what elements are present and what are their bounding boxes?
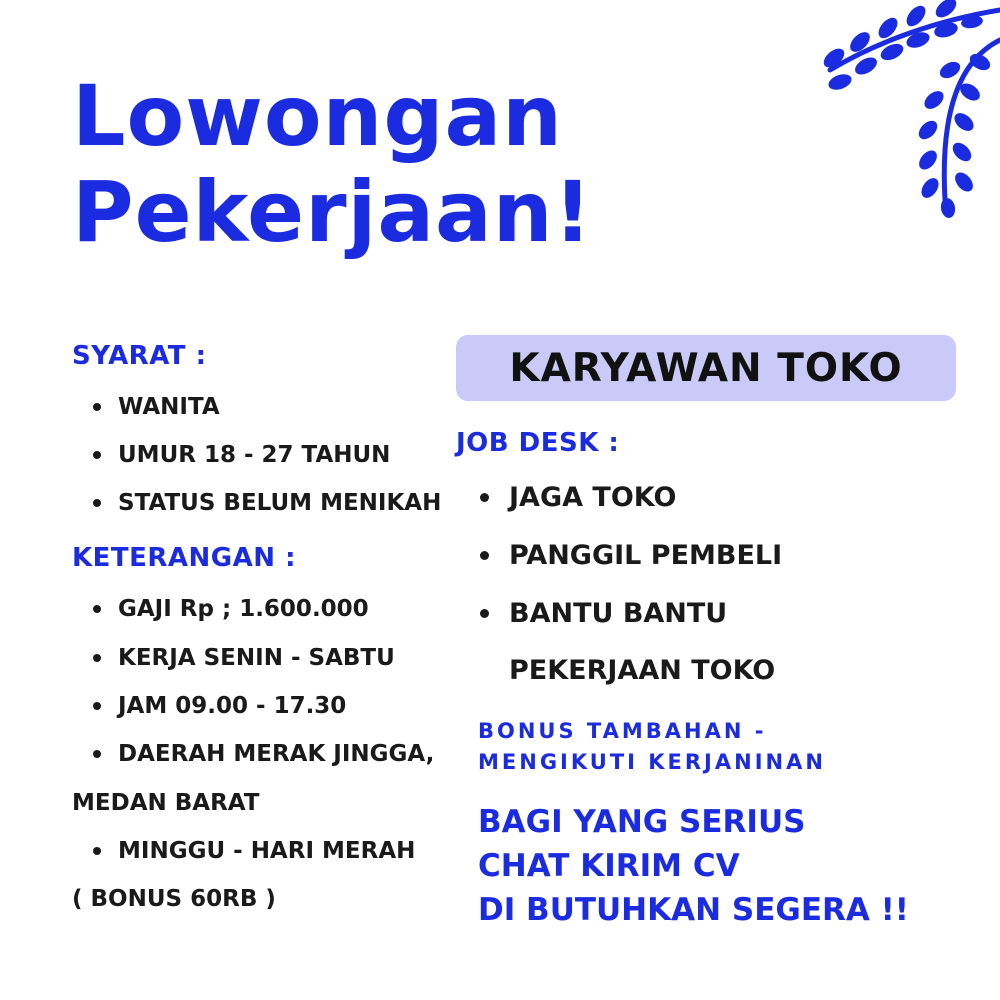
- jobdesk-item: PANGGIL PEMBELI: [509, 540, 783, 571]
- keterangan-item: MINGGU - HARI MERAH: [118, 838, 416, 864]
- position-badge: [456, 335, 956, 401]
- cta-line-1: BAGI YANG SERIUS: [478, 804, 806, 840]
- bonus-text: [478, 716, 898, 778]
- list-item: [93, 442, 390, 468]
- bullet-icon: [480, 551, 489, 560]
- title-line-1: Lowongan: [72, 67, 563, 165]
- keterangan-item: DAERAH MERAK JINGGA,: [118, 741, 435, 767]
- bullet-icon: [93, 702, 101, 710]
- call-to-action: [478, 800, 909, 932]
- list-item: [480, 482, 676, 513]
- list-item: [93, 693, 346, 719]
- jobdesk-item: JAGA TOKO: [509, 482, 677, 513]
- position-label: KARYAWAN TOKO: [509, 345, 903, 391]
- list-item: [480, 598, 727, 629]
- cta-line-2: CHAT KIRIM CV: [478, 848, 740, 884]
- jobdesk-heading: JOB DESK :: [456, 428, 620, 458]
- list-item: [480, 540, 782, 571]
- bullet-icon: [93, 654, 101, 662]
- keterangan-item: GAJI Rp ; 1.600.000: [118, 596, 369, 622]
- list-item: [93, 838, 415, 864]
- bullet-icon: [93, 451, 101, 459]
- bullet-icon: [93, 403, 101, 411]
- bonus-line-2: MENGIKUTI KERJANINAN: [478, 750, 826, 774]
- list-item: [93, 741, 434, 767]
- keterangan-item-continuation: MEDAN BARAT: [72, 790, 260, 816]
- bullet-icon: [93, 605, 101, 613]
- list-item: [93, 394, 220, 420]
- bullet-icon: [93, 847, 101, 855]
- list-item: [93, 596, 369, 622]
- syarat-heading: SYARAT :: [72, 341, 207, 371]
- syarat-item: UMUR 18 - 27 TAHUN: [118, 442, 391, 468]
- title-line-2: Pekerjaan!: [72, 163, 593, 261]
- list-item: [93, 490, 441, 516]
- keterangan-item: JAM 09.00 - 17.30: [118, 693, 347, 719]
- bonus-line-1: BONUS TAMBAHAN -: [478, 719, 767, 743]
- syarat-item: STATUS BELUM MENIKAH: [118, 490, 442, 516]
- bullet-icon: [93, 750, 101, 758]
- leaf-branch-icon: [800, 0, 1000, 220]
- keterangan-item: KERJA SENIN - SABTU: [118, 645, 395, 671]
- syarat-item: WANITA: [118, 394, 220, 420]
- jobdesk-item-continuation: PEKERJAAN TOKO: [509, 655, 776, 686]
- jobdesk-item: BANTU BANTU: [509, 598, 728, 629]
- bullet-icon: [93, 499, 101, 507]
- list-item: [93, 645, 395, 671]
- cta-line-3: DI BUTUHKAN SEGERA !!: [478, 892, 909, 928]
- bullet-icon: [480, 493, 489, 502]
- bullet-icon: [480, 609, 489, 618]
- keterangan-heading: KETERANGAN :: [72, 543, 296, 573]
- keterangan-item-note: ( BONUS 60RB ): [72, 886, 276, 912]
